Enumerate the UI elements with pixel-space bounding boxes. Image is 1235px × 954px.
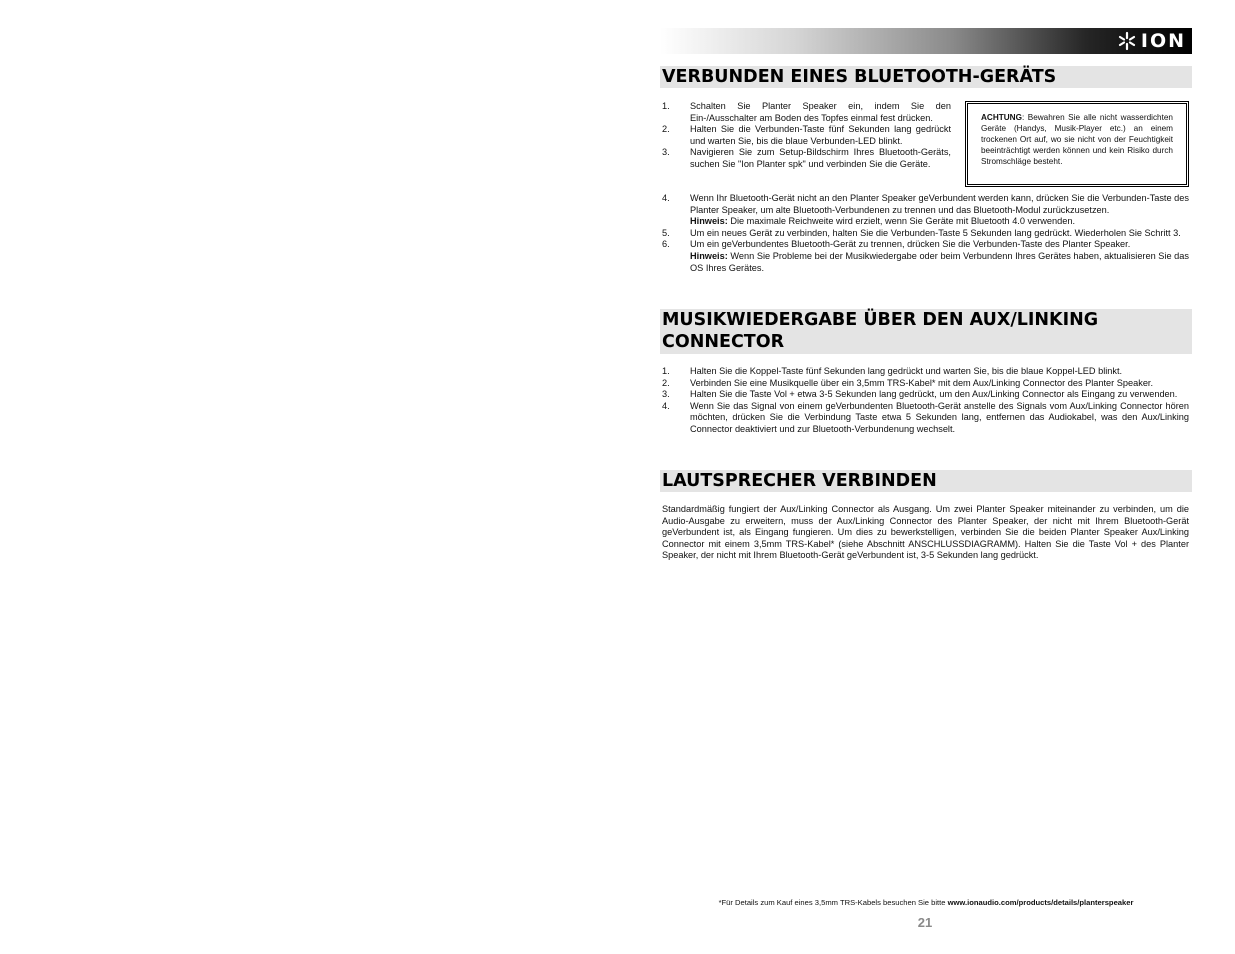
brand-text: ION (1140, 30, 1186, 52)
header-bar (660, 28, 1192, 54)
section-title-speaker-link: LAUTSPRECHER VERBINDEN (660, 470, 1192, 492)
aux-steps (662, 366, 1189, 436)
ion-logo (1117, 30, 1186, 52)
footnote-link[interactable]: www.ionaudio.com/products/details/planterspeaker (947, 898, 1134, 907)
warning-text: : Bewahren Sie alle nicht wasserdichten Geräte (Handys, Musik-Player etc.) an einem trockenen Ort auf, wo sie nicht von der Feuchtigkeit beeinträchtigt werden können und kein Risiko durch Stromschläge besteht. (981, 113, 1173, 166)
warning-label: ACHTUNG (981, 113, 1022, 122)
warning-box (965, 101, 1189, 187)
note: Hinweis: Wenn Sie Probleme bei der Musikwiedergabe oder beim Verbundenn Ihres Gerätes haben, aktualisieren Sie das OS Ihres Gerätes. (690, 250, 1189, 273)
section-title-aux: MUSIKWIEDERGABE ÜBER DEN AUX/LINKING CONNECTOR (660, 309, 1192, 354)
list-item: 6. Um ein geVerbundentes Bluetooth-Gerät zu trennen, drücken Sie die Verbunden-Taste des Planter Speaker. Hinweis: Wenn Sie Probleme bei der Musikwiedergabe oder beim Verbundenn Ihres Gerätes haben, aktualisieren Sie das OS Ihres Gerätes. (662, 239, 1189, 273)
list-item: 3. Navigieren Sie zum Setup-Bildschirm Ihres Bluetooth-Geräts, suchen Sie "Ion Planter spk" und verbinden Sie die Geräte. (662, 147, 951, 169)
bluetooth-steps-bottom (662, 193, 1189, 274)
sparkle-icon (1117, 31, 1137, 51)
speaker-link-paragraph: Standardmäßig fungiert der Aux/Linking Connector als Ausgang. Um zwei Planter Speaker miteinander zu verbinden, um die Audio-Ausgabe zu erweitern, muss der Aux/Linking Connector des Planter Speaker, der nicht mit Ihrem Bluetooth-Gerät geVerbundent ist, als Eingang fungieren. Um dies zu bewerkstelligen, verbinden Sie die beiden Planter Speaker Aux/Linking Connector mit einem 3,5mm TRS-Kabel* (siehe Abschnitt ANSCHLUSSDIAGRAMM). Halten Sie die Taste Vol + des Planter Speaker, der nicht mit Ihrem Bluetooth-Gerät geVerbundent ist, 3-5 Sekunden lang gedrückt. (662, 504, 1189, 561)
list-item: 4. Wenn Ihr Bluetooth-Gerät nicht an den Planter Speaker geVerbundent werden kann, drücken Sie die Verbunden-Taste des Planter Speaker, um alte Bluetooth-Verbundenen zu trennen und das Bluetooth-Modul zurückzusetzen. Hinweis: Die maximale Reichweite wird erzielt, wenn Sie Geräte mit Bluetooth 4.0 verwenden. (662, 193, 1189, 227)
list-item: 3. Halten Sie die Taste Vol + etwa 3-5 Sekunden lang gedrückt, um den Aux/Linking Connector als Eingang zu verwenden. (662, 389, 1178, 400)
list-item: 1. Schalten Sie Planter Speaker ein, indem Sie den Ein-/Ausschalter am Boden des Topfes einmal fest drücken. (662, 101, 951, 123)
list-item: 2. Halten Sie die Verbunden-Taste fünf Sekunden lang gedrückt und warten Sie, bis die blaue Verbunden-LED blinkt. (662, 124, 951, 146)
list-item: 4. Wenn Sie das Signal von einem geVerbundenten Bluetooth-Gerät anstelle des Signals vom Aux/Linking Connector hören möchten, drücken Sie die Verbindung Taste etwa 5 Sekunden lang, entfernen das Audiokabel, was den Aux/Linking Connector deaktiviert und zur Bluetooth-Verbundenung wechselt. (662, 400, 1189, 434)
section-title-bluetooth: VERBUNDEN EINES BLUETOOTH-GERÄTS (660, 66, 1192, 88)
bluetooth-steps-top (662, 101, 951, 171)
note: Hinweis: Die maximale Reichweite wird erzielt, wenn Sie Geräte mit Bluetooth 4.0 verwenden. (690, 216, 1076, 227)
list-item: 2. Verbinden Sie eine Musikquelle über ein 3,5mm TRS-Kabel* mit dem Aux/Linking Connector des Planter Speaker. (662, 377, 1154, 388)
footnote: *Für Details zum Kauf eines 3,5mm TRS-Kabels besuchen Sie bitte www.ionaudio.com/products/details/planterspeaker (718, 898, 1134, 907)
list-item: 5. Um ein neues Gerät zu verbinden, halten Sie die Verbunden-Taste 5 Sekunden lang gedrückt. Wiederholen Sie Schritt 3. (662, 227, 1181, 238)
page-number: 21 (917, 915, 933, 930)
list-item: 1. Halten Sie die Koppel-Taste fünf Sekunden lang gedrückt und warten Sie, bis die blaue Koppel-LED blinkt. (662, 366, 1123, 376)
